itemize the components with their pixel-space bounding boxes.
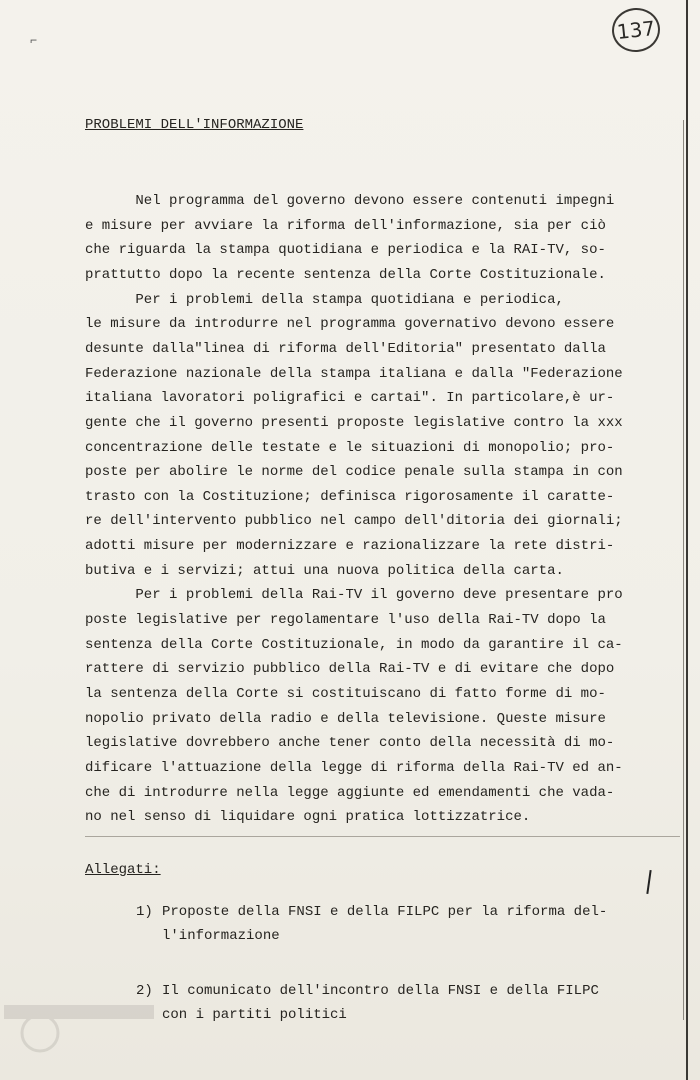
page-edge-shadow [683,120,684,1020]
attachment-line: Il comunicato dell'incontro della FNSI e della FILPC [162,983,599,999]
body-line: le misure da introdurre nel programma governativo devono essere [85,316,615,333]
body-line: Per i problemi della stampa quotidiana e periodica, [85,291,564,308]
body-line: la sentenza della Corte si costituiscano di fatto forme di mo- [85,686,606,702]
body-line: re dell'intervento pubblico nel campo dell'ditoria dei giornali; [85,513,623,530]
attachment-line: con i partiti politici [162,1007,347,1023]
body-line: no nel senso di liquidare ogni pratica lottizzatrice. [85,809,531,826]
page-number: 137 [615,16,657,44]
attachment-marker: 2) [136,983,153,999]
corner-mark: ⌐ [30,34,38,48]
body-line: Nel programma del governo devono essere contenuti impegni [85,193,615,209]
attachment-line: l'informazione [162,928,280,944]
attachments-heading: Allegati: [85,862,161,878]
body-line: Federazione nazionale della stampa italiana e dalla "Federazione [85,365,623,382]
body-line: desunte dalla"linea di riforma dell'Editoria" presentato dalla [85,340,606,357]
body-line: trasto con la Costituzione; definisca rigorosamente il caratte- [85,488,615,505]
body-line: poste per abolire le norme del codice penale sulla stampa in con [85,464,623,481]
page-edge [686,0,688,1080]
body-line: prattutto dopo la recente sentenza della Corte Costituzionale. [85,266,606,283]
attachment-marker: 1) [136,904,153,920]
body-line: adotti misure per modernizzare e razionalizzare la rete distri- [85,538,615,555]
body-line: e misure per avviare la riforma dell'informazione, sia per ciò [85,217,606,234]
body-line: Per i problemi della Rai-TV il governo deve presentare pro [85,587,623,604]
body-line: rattere di servizio pubblico della Rai-TV e di evitare che dopo [85,661,615,678]
body-line: che riguarda la stampa quotidiana e periodica e la RAI-TV, so- [85,242,606,259]
document-title: PROBLEMI DELL'INFORMAZIONE [85,117,304,133]
body-line: butiva e i servizi; attui una nuova politica della carta. [85,562,564,579]
body-line: sentenza della Corte Costituzionale, in modo da garantire il ca- [85,636,623,653]
body-line: poste legislative per regolamentare l'uso della Rai-TV dopo la [85,612,606,629]
body-line: italiana lavoratori poligrafici e cartai". In particolare,è ur- [85,390,615,407]
margin-mark [646,870,651,894]
separator-rule [85,836,680,837]
body-line: concentrazione delle testate e le situazioni di monopolio; pro- [85,439,615,456]
page-number-stamp [610,6,662,55]
body-line: dificare l'attuazione della legge di riforma della Rai-TV ed an- [85,759,623,776]
attachment-line: Proposte della FNSI e della FILPC per la riforma del- [162,904,608,920]
body-line: gente che il governo presenti proposte legislative contro la xxx [85,414,623,431]
body-line: legislative dovrebbero anche tener conto della necessità di mo- [85,735,615,752]
archive-watermark-icon [0,995,160,1055]
body-line: nopolio privato della radio e della televisione. Queste misure [85,710,606,727]
body-line: che di introdurre nella legge aggiunte ed emendamenti che vada- [85,784,615,801]
